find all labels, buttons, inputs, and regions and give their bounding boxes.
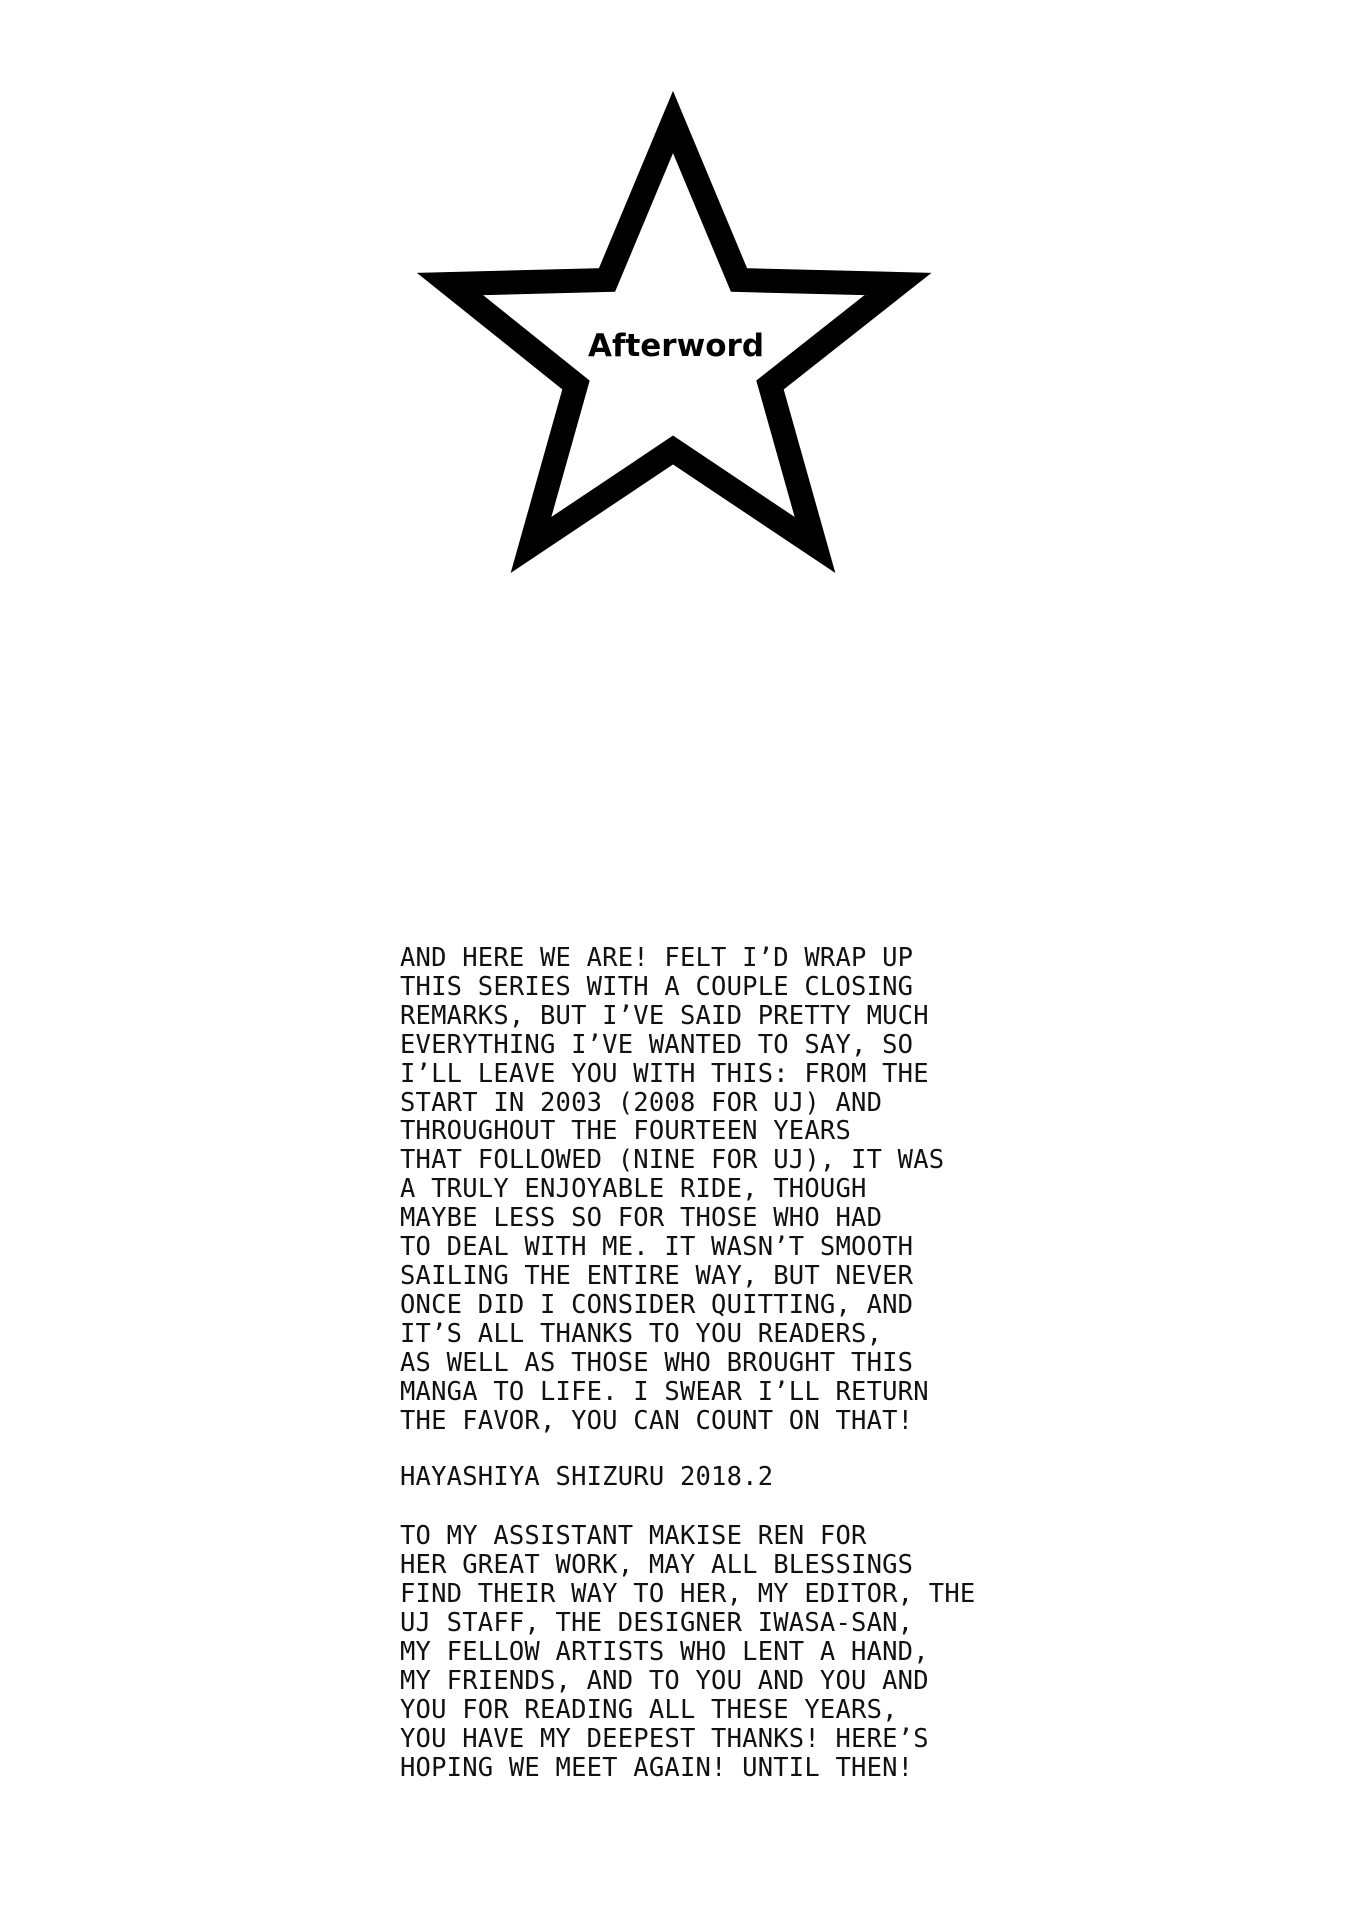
text-line: EVERYTHING I’VE WANTED TO SAY, SO	[400, 1029, 914, 1060]
text-line: MY FELLOW ARTISTS WHO LENT A HAND,	[400, 1636, 929, 1667]
text-line: HER GREAT WORK, MAY ALL BLESSINGS	[400, 1550, 914, 1581]
text-line: A TRULY ENJOYABLE RIDE, THOUGH	[400, 1174, 867, 1205]
author-signature: HAYASHIYA SHIZURU 2018.2	[400, 1462, 774, 1493]
text-line: MANGA TO LIFE. I SWEAR I’LL RETURN	[400, 1376, 929, 1407]
text-line: IT’S ALL THANKS TO YOU READERS,	[400, 1318, 883, 1349]
star-frame	[0, 0, 1350, 600]
text-line: HOPING WE MEET AGAIN! UNTIL THEN!	[400, 1752, 914, 1783]
text-line: THROUGHOUT THE FOURTEEN YEARS	[400, 1116, 852, 1147]
text-line: YOU HAVE MY DEEPEST THANKS! HERE’S	[400, 1723, 929, 1754]
text-line: AND HERE WE ARE! FELT I’D WRAP UP	[400, 943, 914, 973]
text-line: THAT FOLLOWED (NINE FOR UJ), IT WAS	[400, 1145, 945, 1176]
text-line: AS WELL AS THOSE WHO BROUGHT THIS	[400, 1347, 914, 1378]
afterword-text	[400, 944, 1000, 1782]
thanks-paragraph	[400, 1522, 1000, 1782]
text-line: SAILING THE ENTIRE WAY, BUT NEVER	[400, 1260, 914, 1291]
text-line: MAYBE LESS SO FOR THOSE WHO HAD	[400, 1203, 883, 1234]
text-line: I’LL LEAVE YOU WITH THIS: FROM THE	[400, 1058, 929, 1089]
text-line: YOU FOR READING ALL THESE YEARS,	[400, 1694, 898, 1725]
text-line: REMARKS, BUT I’VE SAID PRETTY MUCH	[400, 1000, 929, 1031]
afterword-title: Afterword	[587, 328, 765, 364]
text-line: START IN 2003 (2008 FOR UJ) AND	[400, 1087, 883, 1118]
text-line: MY FRIENDS, AND TO YOU AND YOU AND	[400, 1665, 929, 1696]
text-line: FIND THEIR WAY TO HER, MY EDITOR, THE	[400, 1579, 976, 1610]
text-line: THIS SERIES WITH A COUPLE CLOSING	[400, 971, 914, 1002]
text-line: THE FAVOR, YOU CAN COUNT ON THAT!	[400, 1405, 914, 1436]
text-line: ONCE DID I CONSIDER QUITTING, AND	[400, 1289, 914, 1320]
text-line: UJ STAFF, THE DESIGNER IWASA-SAN,	[400, 1608, 914, 1639]
text-line: TO MY ASSISTANT MAKISE REN FOR	[400, 1521, 867, 1552]
text-line: TO DEAL WITH ME. IT WASN’T SMOOTH	[400, 1232, 914, 1263]
closing-remarks-paragraph	[400, 944, 1000, 1435]
